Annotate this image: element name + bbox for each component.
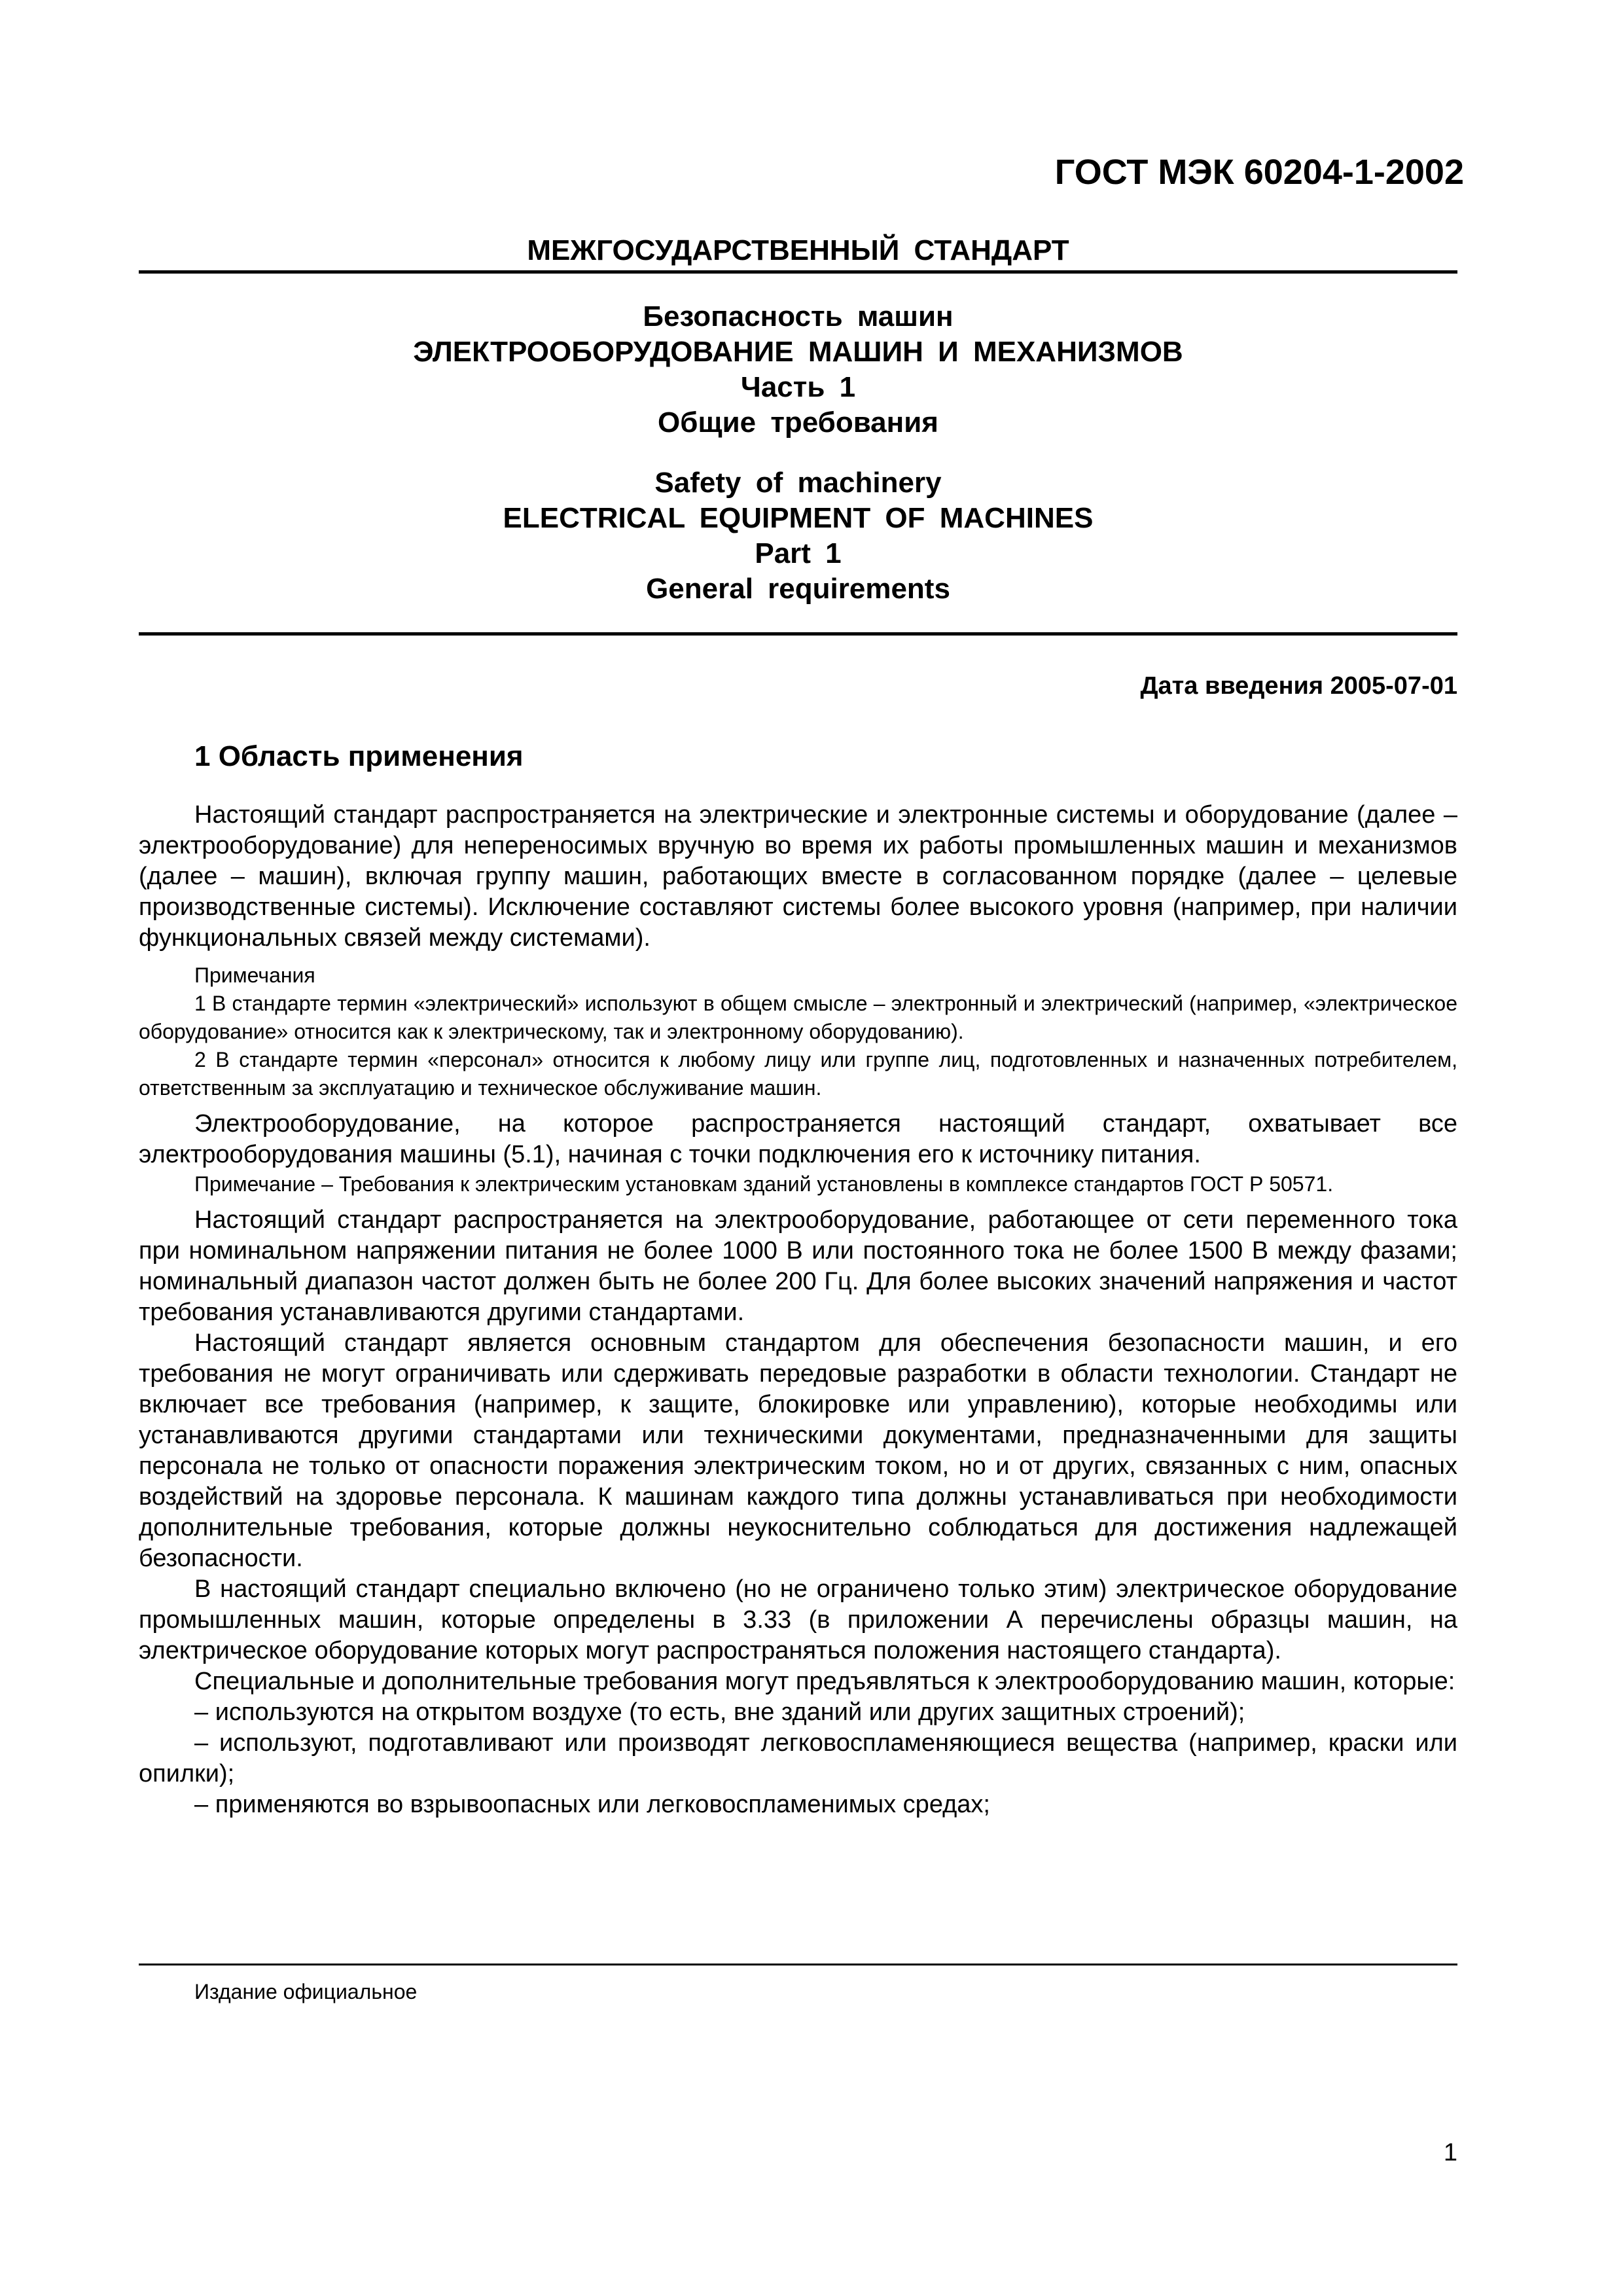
top-divider bbox=[139, 270, 1457, 274]
edition-note: Издание официальное bbox=[194, 1980, 418, 2003]
document-number: ГОСТ МЭК 60204-1-2002 bbox=[1054, 152, 1464, 192]
note: 2 В стандарте термин «персонал» относится к любому лицу или группе лиц, подготовленных и назначенных потребителем, ответственным за эксплуатацию и техническое обслуживание машин. bbox=[139, 1048, 1457, 1100]
paragraph: Специальные и дополнительные требования могут предъявляться к электрооборудованию машин, которые: bbox=[194, 1668, 1455, 1695]
section-heading: 1 Область применения bbox=[194, 740, 524, 772]
title-ru-line: Общие требования bbox=[658, 406, 938, 439]
notes-label: Примечания bbox=[194, 963, 315, 987]
list-item: – используются на открытом воздухе (то есть, вне зданий или других защитных строений); bbox=[194, 1698, 1245, 1726]
paragraph: Настоящий стандарт распространяется на электрооборудование, работающее от сети переменного тока при номинальном напряжении питания не более 1000 В или постоянного тока не более 1500 В между фазами; номинальный диапазон частот должен быть не более 200 Гц. Для более высоких значений напряжения и частот требования устанавливаются другими стандартами. bbox=[139, 1206, 1457, 1326]
title-en-line: General requirements bbox=[646, 573, 950, 605]
title-english bbox=[139, 465, 1457, 607]
title-ru-line: Часть 1 bbox=[740, 371, 856, 403]
title-divider bbox=[139, 632, 1457, 636]
title-en-line: Part 1 bbox=[755, 537, 842, 569]
title-ru-line: ЭЛЕКТРООБОРУДОВАНИЕ МАШИН И МЕХАНИЗМОВ bbox=[413, 336, 1183, 368]
footer-divider bbox=[139, 1964, 1457, 1965]
note: 1 В стандарте термин «электрический» используют в общем смысле – электронный и электрический (например, «электрическое оборудование» относится как к электрическому, так и электронному оборудованию). bbox=[139, 992, 1457, 1043]
paragraph: Настоящий стандарт является основным стандартом для обеспечения безопасности машин, и его требования не могут ограничивать или сдерживать передовые разработки в области технологии. Стандарт не включает все требования (например, к защите, блокировке или управлению), которые необходимы или устанавливаются другими стандартами или техническими документами, предназначенными для защиты персонала не только от опасности поражения электрическим током, но и от других, связанных с ним, опасных воздействий на здоровье персонала. К машинам каждого типа должны устанавливаться при необходимости дополнительные требования, которые должны неукоснительно соблюдаться для достижения надлежащей безопасности. bbox=[139, 1329, 1457, 1572]
section-body bbox=[139, 800, 1457, 1820]
paragraph: В настоящий стандарт специально включено (но не ограничено только этим) электрическое оборудование промышленных машин, которые определены в 3.33 (в приложении А перечислены образцы машин, на электрическое оборудование которых могут распространяться положения настоящего стандарта). bbox=[139, 1575, 1457, 1664]
page-number: 1 bbox=[1443, 2139, 1457, 2166]
list-item: – применяются во взрывоопасных или легковоспламенимых средах; bbox=[194, 1791, 990, 1818]
note: Примечание – Требования к электрическим установкам зданий установлены в комплексе стандартов ГОСТ Р 50571. bbox=[194, 1172, 1334, 1196]
list-item: – используют, подготавливают или производят легковоспламеняющиеся вещества (например, краски или опилки); bbox=[139, 1729, 1457, 1787]
title-ru-line: Безопасность машин bbox=[643, 300, 954, 332]
paragraph: Настоящий стандарт распространяется на электрические и электронные системы и оборудование (далее – электрооборудование) для непереносимых вручную во время их работы промышленных машин и механизмов (далее – машин), включая группу машин, работающих вместе в согласованном порядке (далее – целевые производственные системы). Исключение составляют системы более высокого уровня (например, при наличии функциональных связей между системами). bbox=[139, 801, 1457, 952]
introduction-date: Дата введения 2005-07-01 bbox=[1140, 672, 1457, 700]
title-en-line: ELECTRICAL EQUIPMENT OF MACHINES bbox=[503, 502, 1094, 534]
title-russian bbox=[139, 299, 1457, 440]
title-en-line: Safety of machinery bbox=[654, 467, 942, 499]
paragraph: Электрооборудование, на которое распространяется настоящий стандарт, охватывает все электрооборудования машины (5.1), начиная с точки подключения его к источнику питания. bbox=[139, 1110, 1457, 1168]
standard-type-heading: МЕЖГОСУДАРСТВЕННЫЙ СТАНДАРТ bbox=[527, 234, 1069, 266]
